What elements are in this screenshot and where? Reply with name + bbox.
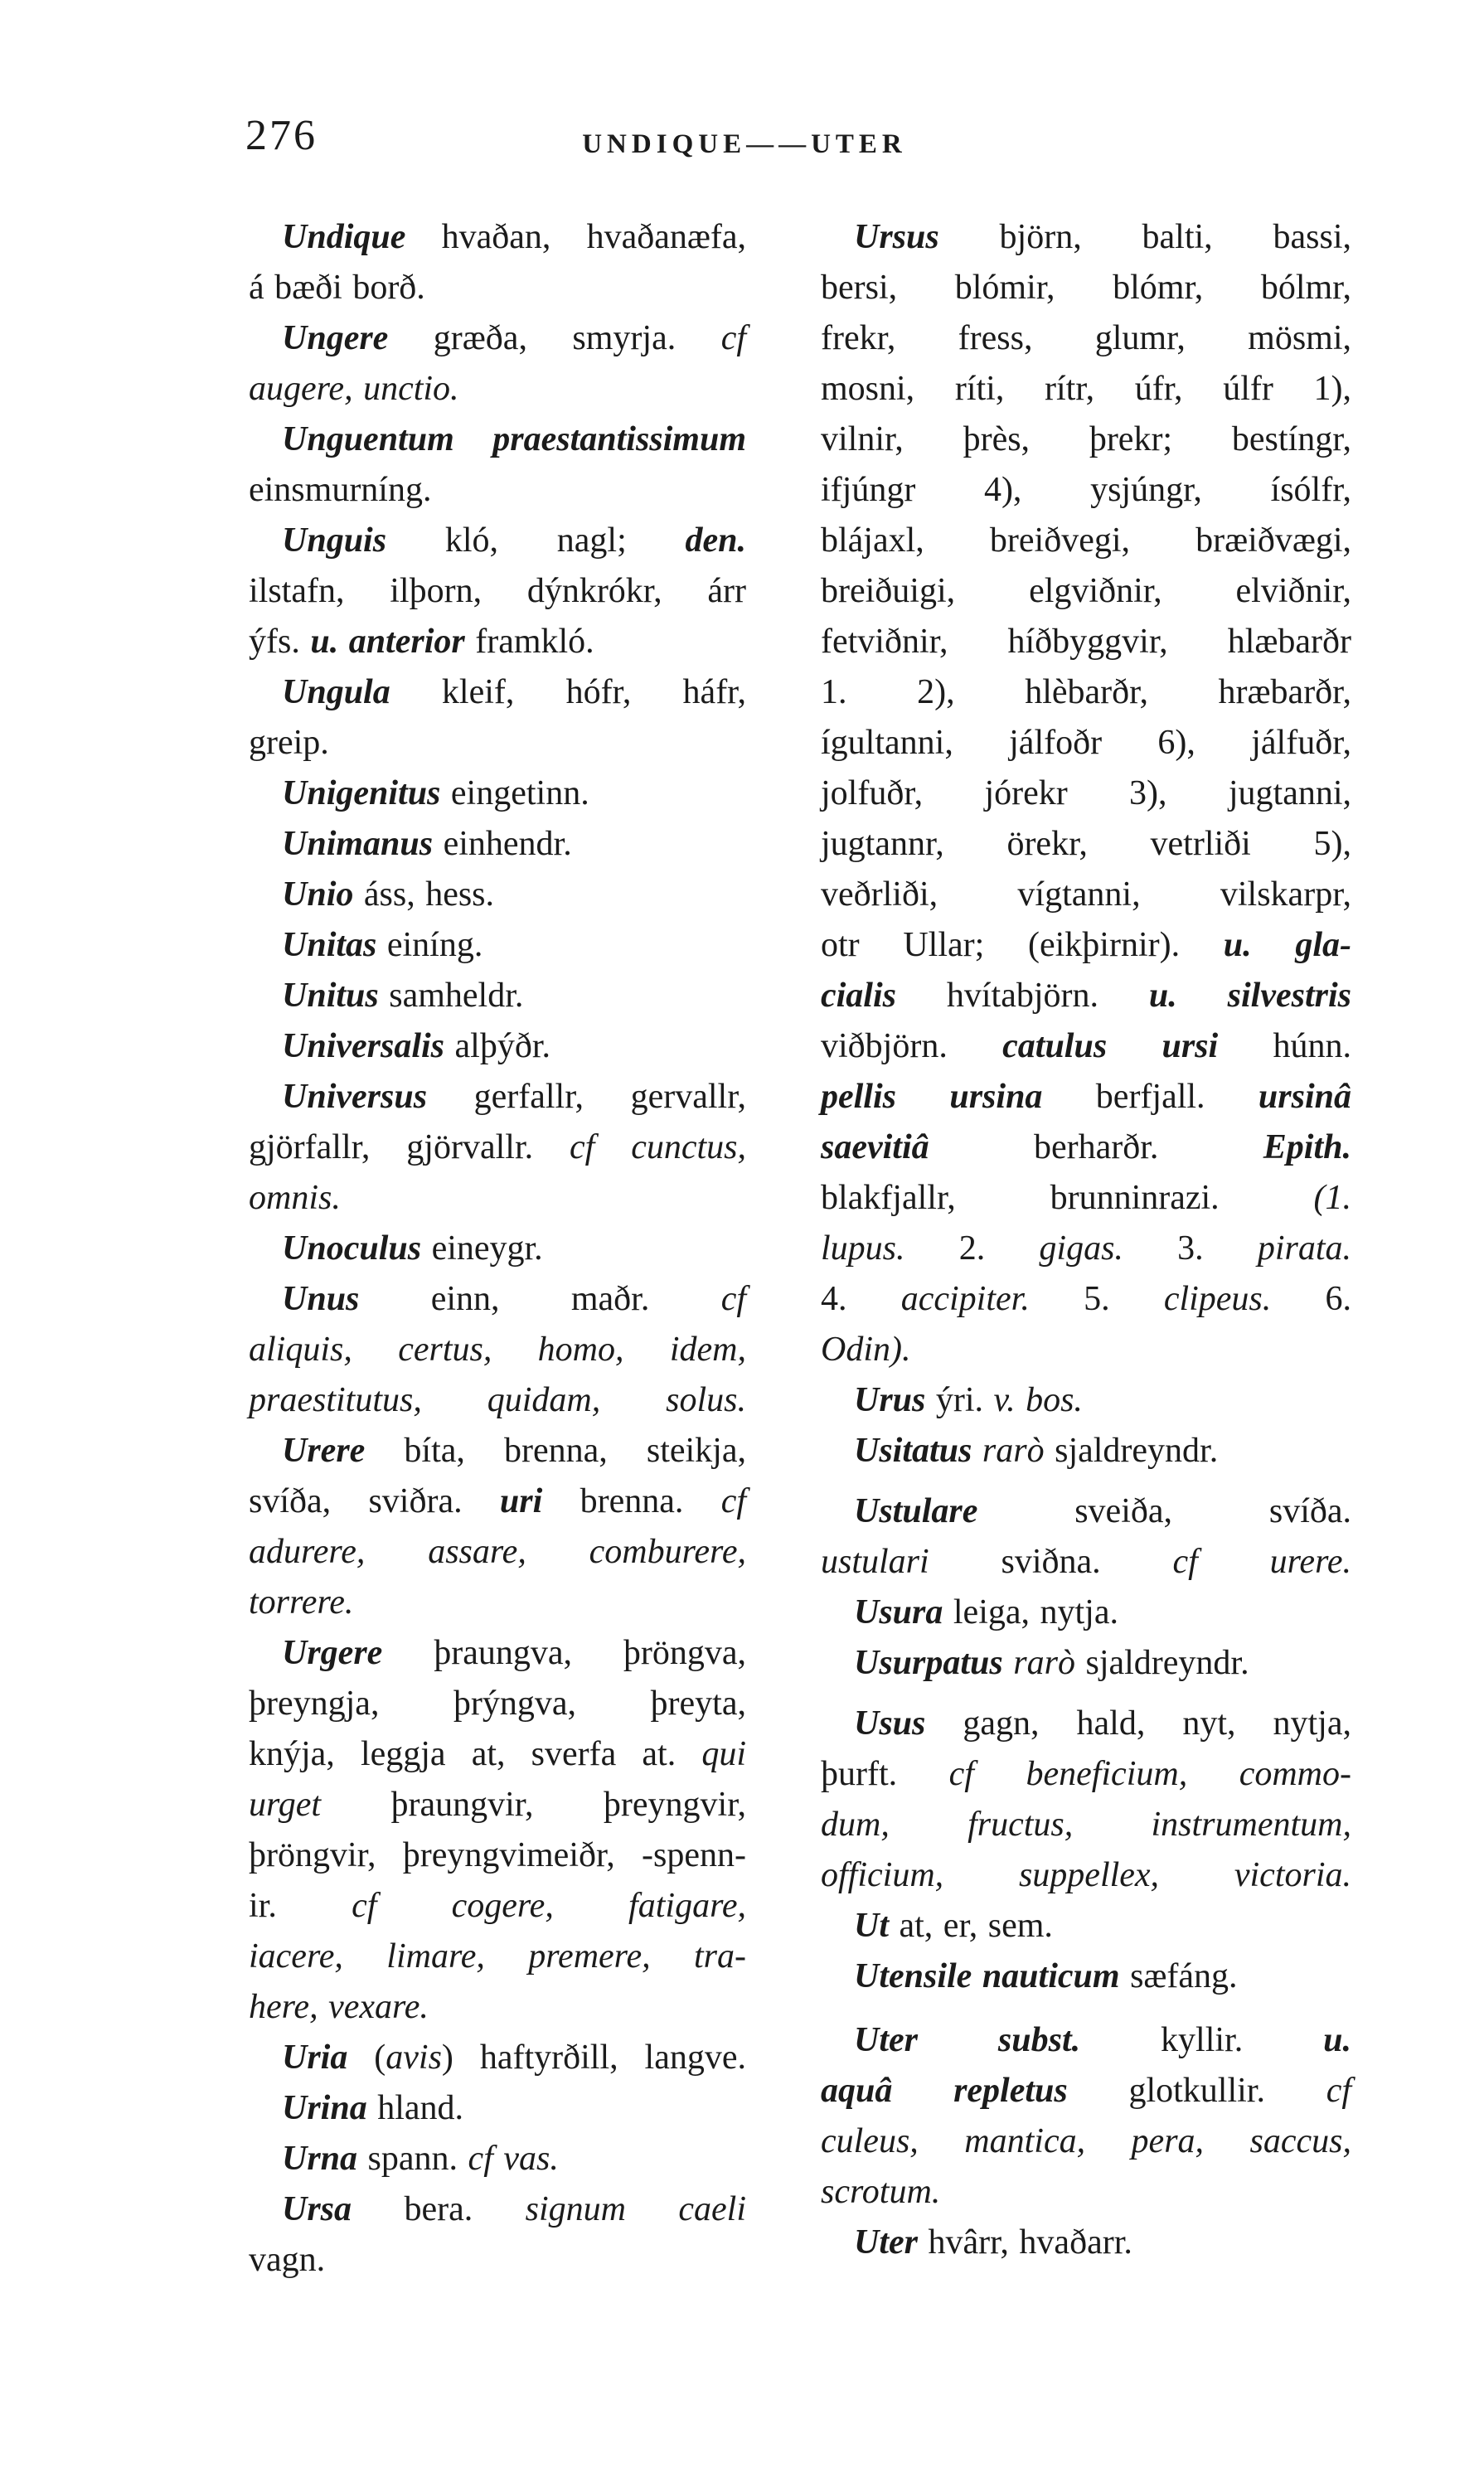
headword: subst.	[997, 2021, 1081, 2059]
icelandic-text: kleif, hófr, háfr,	[390, 673, 746, 711]
headword: Unigenitus	[282, 774, 441, 812]
text-line	[249, 1578, 746, 1628]
latin-text: clipeus.	[1163, 1280, 1272, 1318]
icelandic-text: hland.	[366, 2089, 464, 2127]
headword: Unitus	[282, 977, 379, 1015]
icelandic-text: á bæði borð.	[249, 269, 425, 307]
icelandic-text: 6.	[1271, 1280, 1352, 1318]
text-line	[249, 1021, 746, 1072]
latin-text: culeus, mantica, pera, saccus,	[821, 2122, 1351, 2160]
text-line	[821, 566, 1351, 617]
text-line	[249, 667, 746, 718]
text-line	[249, 1830, 746, 1881]
text-line	[821, 212, 1351, 263]
headword: pellis ursina	[821, 1078, 1043, 1116]
text-line	[249, 364, 746, 414]
icelandic-text: græða, smyrja.	[388, 319, 721, 357]
text-line	[821, 1850, 1351, 1901]
text-line	[249, 1729, 746, 1780]
text-line	[249, 566, 746, 617]
headword: den.	[685, 521, 746, 560]
icelandic-text: svíða, sviðra.	[249, 1482, 500, 1520]
headword: Ursa	[282, 2190, 352, 2228]
icelandic-text: sviðna.	[929, 1543, 1173, 1581]
text-line	[249, 971, 746, 1021]
icelandic-text: spann.	[357, 2140, 468, 2178]
icelandic-text: hvítabjörn.	[896, 977, 1149, 1015]
running-title: UNDIQUE——UTER	[582, 129, 907, 159]
latin-text: iacere, limare, premere, tra-	[249, 1937, 746, 1976]
icelandic-text: þurft.	[821, 1755, 949, 1793]
icelandic-text: eingetinn.	[440, 774, 589, 812]
text-line	[249, 617, 746, 667]
right-column	[821, 212, 1351, 2268]
icelandic-text: knýja, leggja at, sverfa at.	[249, 1735, 702, 1773]
text-line	[249, 1122, 746, 1173]
icelandic-text: jugtannr, örekr, vetrliði 5),	[821, 825, 1351, 863]
text-line	[821, 870, 1351, 920]
latin-text: scrotum.	[821, 2173, 941, 2211]
icelandic-text: ir.	[249, 1887, 352, 1925]
text-line	[821, 1173, 1351, 1224]
latin-text: aliquis, certus, homo, idem,	[249, 1331, 746, 1369]
headword: Ustulare	[854, 1492, 978, 1530]
headword: Urina	[282, 2089, 367, 2127]
headword: Uter	[854, 2021, 918, 2059]
icelandic-text: bíta, brenna, steikja,	[365, 1432, 746, 1470]
headword: Usurpatus	[854, 1644, 1003, 1682]
latin-text: Odin).	[821, 1331, 911, 1369]
text-line	[821, 313, 1351, 364]
text-line	[821, 1325, 1351, 1375]
headword: Urus	[854, 1381, 926, 1419]
headword: Undique	[282, 218, 406, 256]
icelandic-text: berharðr.	[929, 1128, 1263, 1166]
icelandic-text: ) haftyrðill, langve.	[441, 2039, 746, 2077]
text-line	[821, 1122, 1351, 1173]
text-line	[821, 1072, 1351, 1122]
icelandic-text: einsmurníng.	[249, 471, 432, 509]
latin-text: signum caeli	[525, 2190, 746, 2228]
latin-text: pirata.	[1257, 1229, 1351, 1268]
headword: Unguentum praestantissimum	[282, 420, 746, 458]
icelandic-text: ifjúngr 4), ysjúngr, ísólfr,	[821, 471, 1351, 509]
latin-text: cf vas.	[468, 2140, 559, 2178]
text-line	[821, 2066, 1351, 2116]
icelandic-text: ýfs.	[249, 623, 311, 661]
icelandic-text: vilnir, þrès, þrekr; bestíngr,	[821, 420, 1351, 458]
text-line	[249, 465, 746, 516]
icelandic-text: sveiða, svíða.	[977, 1492, 1351, 1530]
icelandic-text: þraungvir, þreyngvir,	[321, 1786, 746, 1824]
text-line	[249, 1072, 746, 1122]
icelandic-text: brenna.	[542, 1482, 721, 1520]
text-line	[249, 2083, 746, 2134]
headword: uri	[499, 1482, 543, 1520]
icelandic-text: framkló.	[464, 623, 594, 661]
icelandic-text: einn, maðr.	[359, 1280, 721, 1318]
icelandic-text: hvârr, hvaðarr.	[918, 2223, 1132, 2262]
icelandic-text: eineygr.	[421, 1229, 543, 1268]
icelandic-text: bersi, blómir, blómr, bólmr,	[821, 269, 1351, 307]
text-line	[249, 2184, 746, 2235]
text-line	[821, 1951, 1351, 2002]
latin-text: cf	[1326, 2072, 1352, 2110]
latin-text: rarò	[1002, 1644, 1075, 1682]
text-line	[249, 1173, 746, 1224]
icelandic-text: alþýðr.	[444, 1027, 550, 1065]
text-line	[249, 819, 746, 870]
text-line	[821, 2015, 1351, 2066]
text-line	[249, 1224, 746, 1274]
latin-text: cf cunctus,	[570, 1128, 747, 1166]
headword: Ut	[854, 1907, 889, 1945]
text-line	[821, 920, 1351, 971]
icelandic-text: (	[347, 2039, 386, 2077]
text-line	[821, 617, 1351, 667]
text-line	[249, 870, 746, 920]
icelandic-text: björn, balti, bassi,	[938, 218, 1351, 256]
latin-text: urget	[249, 1786, 322, 1824]
icelandic-text: samheldr.	[378, 977, 524, 1015]
icelandic-text: gerfallr, gervallr,	[427, 1078, 746, 1116]
headword: Unimanus	[282, 825, 434, 863]
latin-text: cf	[720, 1280, 746, 1318]
text-line	[249, 718, 746, 768]
text-line	[249, 1679, 746, 1729]
icelandic-text: ýri.	[925, 1381, 994, 1419]
headword: Unus	[282, 1280, 360, 1318]
icelandic-text: ilstafn, ilþorn, dýnkrókr, árr	[249, 572, 746, 610]
headword: Universalis	[282, 1027, 445, 1065]
headword: Uria	[282, 2039, 348, 2077]
text-line	[821, 2116, 1351, 2167]
icelandic-text: fetviðnir, híðbyggvir, hlæbarðr	[821, 623, 1351, 661]
icelandic-text: þraungva, þröngva,	[382, 1634, 746, 1672]
latin-text: cf	[720, 1482, 746, 1520]
latin-text: cf	[720, 319, 746, 357]
headword: Urere	[282, 1432, 366, 1470]
text-line	[821, 768, 1351, 819]
icelandic-text: frekr, fress, glumr, mösmi,	[821, 319, 1351, 357]
icelandic-text: 3.	[1123, 1229, 1258, 1268]
icelandic-text: mosni, ríti, rítr, úfr, úlfr 1),	[821, 370, 1351, 408]
text-line	[249, 1780, 746, 1830]
text-line	[821, 1224, 1351, 1274]
text-line	[821, 1021, 1351, 1072]
latin-text: ustulari	[821, 1543, 929, 1581]
text-line	[821, 516, 1351, 566]
icelandic-text: at, er, sem.	[889, 1907, 1053, 1945]
headword: u. gla-	[1223, 926, 1352, 964]
icelandic-text: breiðuigi, elgviðnir, elviðnir,	[821, 572, 1351, 610]
headword: aquâ repletus	[821, 2072, 1068, 2110]
headword: Ungula	[282, 673, 390, 711]
text-line	[821, 718, 1351, 768]
latin-text: gigas.	[1039, 1229, 1123, 1268]
text-line	[249, 313, 746, 364]
text-line	[249, 212, 746, 263]
icelandic-text: viðbjörn.	[821, 1027, 1003, 1065]
headword: Unitas	[282, 926, 377, 964]
icelandic-text: berfjall.	[1042, 1078, 1258, 1116]
text-line	[821, 414, 1351, 465]
headword: Usus	[854, 1704, 926, 1743]
latin-text: cf beneficium, commo-	[948, 1755, 1351, 1793]
text-line	[821, 971, 1351, 1021]
text-line	[821, 1901, 1351, 1951]
text-line	[821, 1800, 1351, 1850]
headword: Unoculus	[282, 1229, 422, 1268]
latin-text: cf cogere, fatigare,	[352, 1887, 746, 1925]
latin-text: adurere, assare, comburere,	[249, 1533, 746, 1571]
icelandic-text: ígultanni, jálfoðr 6), jálfuðr,	[821, 724, 1351, 762]
icelandic-text	[918, 2021, 998, 2059]
icelandic-text: hvaðan, hvaðanæfa,	[405, 218, 746, 256]
text-line	[249, 1932, 746, 1982]
icelandic-text: kló, nagl;	[386, 521, 686, 560]
left-column	[249, 212, 746, 2286]
text-line	[249, 1982, 746, 2033]
headword: Unio	[282, 875, 354, 914]
icelandic-text: blakfjallr, brunninrazi.	[821, 1179, 1314, 1217]
headword: u. silvestris	[1148, 977, 1351, 1015]
icelandic-text: húnn.	[1218, 1027, 1352, 1065]
text-line	[821, 1588, 1351, 1638]
text-line	[821, 2218, 1351, 2268]
text-line	[821, 819, 1351, 870]
headword: Ursus	[854, 218, 939, 256]
icelandic-text: sjaldreyndr.	[1074, 1644, 1249, 1682]
headword: u. anterior	[310, 623, 465, 661]
text-line	[821, 1638, 1351, 1689]
icelandic-text: kyllir.	[1080, 2021, 1324, 2059]
text-line	[821, 1426, 1351, 1476]
latin-text: here, vexare.	[249, 1988, 429, 2026]
text-line	[821, 263, 1351, 313]
text-line	[249, 2033, 746, 2083]
text-line	[249, 1527, 746, 1578]
text-line	[249, 1325, 746, 1375]
text-line	[821, 1274, 1351, 1325]
latin-text: officium, suppellex, victoria.	[821, 1856, 1351, 1894]
page-number: 276	[245, 112, 318, 159]
headword: saevitiâ	[821, 1128, 929, 1166]
headword: ursinâ	[1258, 1078, 1351, 1116]
text-line	[249, 414, 746, 465]
text-line	[821, 1486, 1351, 1537]
latin-text: praestitutus, quidam, solus.	[249, 1381, 746, 1419]
headword: u.	[1323, 2021, 1351, 2059]
latin-text: cf urere.	[1172, 1543, 1352, 1581]
headword: Universus	[282, 1078, 428, 1116]
icelandic-text: jolfuðr, jórekr 3), jugtanni,	[821, 774, 1351, 812]
icelandic-text: einíng.	[376, 926, 483, 964]
text-line	[821, 465, 1351, 516]
headword: Ungere	[282, 319, 389, 357]
icelandic-text: einhendr.	[433, 825, 572, 863]
icelandic-text: glotkullir.	[1067, 2072, 1326, 2110]
icelandic-text: þröngvir, þreyngvimeiðr, -spenn-	[249, 1836, 746, 1874]
icelandic-text: blájaxl, breiðvegi, bræiðvægi,	[821, 521, 1351, 560]
icelandic-text: gjörfallr, gjörvallr.	[249, 1128, 570, 1166]
text-line	[249, 1881, 746, 1932]
headword: cialis	[821, 977, 896, 1015]
latin-text: lupus.	[821, 1229, 905, 1268]
headword: Utensile nauticum	[854, 1957, 1120, 1995]
latin-text: omnis.	[249, 1179, 341, 1217]
text-line	[249, 1426, 746, 1476]
text-line	[821, 1699, 1351, 1749]
icelandic-text: 1. 2), hlèbarðr, hræbarðr,	[821, 673, 1351, 711]
text-line	[249, 920, 746, 971]
icelandic-text: 4.	[821, 1280, 901, 1318]
icelandic-text: vagn.	[249, 2241, 326, 2279]
latin-text: augere, unctio.	[249, 370, 459, 408]
text-line	[249, 1274, 746, 1325]
headword: Usitatus	[854, 1432, 972, 1470]
icelandic-text: sæfáng.	[1119, 1957, 1238, 1995]
latin-text: dum, fructus, instrumentum,	[821, 1806, 1351, 1844]
text-line	[249, 516, 746, 566]
text-line	[249, 1476, 746, 1527]
latin-text: (1.	[1313, 1179, 1351, 1217]
text-line	[821, 667, 1351, 718]
icelandic-text: otr Ullar; (eikþirnir).	[821, 926, 1224, 964]
text-line	[249, 2235, 746, 2286]
headword: Urgere	[282, 1634, 383, 1672]
icelandic-text: 5.	[1029, 1280, 1164, 1318]
icelandic-text: veðrliði, vígtanni, vilskarpr,	[821, 875, 1351, 914]
text-line	[821, 1749, 1351, 1800]
text-line	[821, 2167, 1351, 2218]
icelandic-text: gagn, hald, nyt, nytja,	[925, 1704, 1351, 1743]
headword: Unguis	[282, 521, 387, 560]
text-line	[821, 1375, 1351, 1426]
text-line	[821, 364, 1351, 414]
icelandic-text: greip.	[249, 724, 329, 762]
latin-text: qui	[701, 1735, 746, 1773]
icelandic-text: 2.	[904, 1229, 1040, 1268]
latin-text: accipiter.	[900, 1280, 1030, 1318]
icelandic-text: bera.	[352, 2190, 526, 2228]
latin-text: v. bos.	[993, 1381, 1083, 1419]
icelandic-text: þreyngja, þrýngva, þreyta,	[249, 1685, 746, 1723]
text-line	[249, 2134, 746, 2184]
text-line	[249, 1628, 746, 1679]
text-line	[821, 1537, 1351, 1588]
text-line	[249, 768, 746, 819]
icelandic-text: áss, hess.	[353, 875, 495, 914]
headword: catulus ursi	[1002, 1027, 1219, 1065]
headword: Uter	[854, 2223, 918, 2262]
latin-text: avis	[386, 2039, 442, 2077]
headword: Urna	[282, 2140, 358, 2178]
text-line	[249, 263, 746, 313]
icelandic-text: leiga, nytja.	[943, 1593, 1118, 1631]
headword: Epith.	[1263, 1128, 1351, 1166]
latin-text: rarò	[972, 1432, 1045, 1470]
latin-text: torrere.	[249, 1583, 354, 1622]
headword: Usura	[854, 1593, 943, 1631]
text-line	[249, 1375, 746, 1426]
icelandic-text: sjaldreyndr.	[1044, 1432, 1219, 1470]
